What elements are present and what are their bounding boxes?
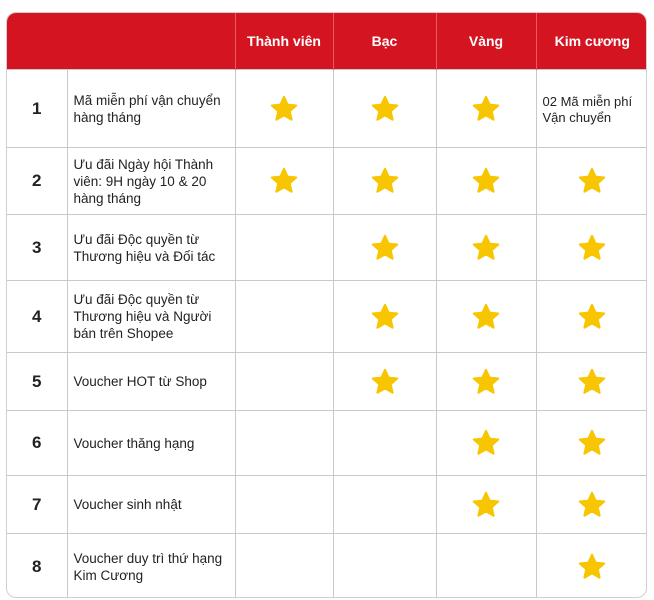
table-row (7, 70, 647, 148)
tier-cell (235, 148, 333, 215)
tier-cell (536, 281, 647, 353)
star-icon (471, 172, 501, 187)
header-blank (7, 13, 235, 70)
tier-cell (536, 476, 647, 534)
tier-cell (536, 534, 647, 599)
benefit-name: Ưu đãi Độc quyền từ Thương hiệu và Người bán trên Shopee (67, 281, 235, 353)
tier-cell (536, 353, 647, 411)
row-number: 1 (7, 70, 67, 148)
tier-cell-empty (235, 534, 333, 599)
tier-cell-text: 02 Mã miễn phí Vận chuyển (536, 70, 647, 148)
tier-cell-empty (235, 281, 333, 353)
table-row (7, 215, 647, 281)
row-number: 2 (7, 148, 67, 215)
tier-cell (333, 148, 436, 215)
benefit-name: Voucher thăng hạng (67, 411, 235, 476)
star-icon (577, 558, 607, 573)
tier-cell (235, 70, 333, 148)
benefit-name: Voucher sinh nhật (67, 476, 235, 534)
star-icon (577, 373, 607, 388)
benefit-name: Ưu đãi Ngày hội Thành viên: 9H ngày 10 & 20 hàng tháng (67, 148, 235, 215)
star-icon (577, 172, 607, 187)
benefit-name: Mã miễn phí vận chuyển hàng tháng (67, 70, 235, 148)
row-number: 7 (7, 476, 67, 534)
benefits-table-card (6, 12, 647, 598)
table-body (7, 70, 647, 599)
star-icon (577, 496, 607, 511)
header-tier-kim-cuong: Kim cương (536, 13, 647, 70)
star-icon (471, 100, 501, 115)
tier-cell (436, 281, 536, 353)
star-icon (269, 100, 299, 115)
tier-cell (436, 70, 536, 148)
tier-cell (436, 411, 536, 476)
star-icon (577, 308, 607, 323)
tier-cell (333, 70, 436, 148)
benefit-name: Voucher duy trì thứ hạng Kim Cương (67, 534, 235, 599)
tier-cell (536, 411, 647, 476)
tier-cell-empty (333, 476, 436, 534)
header-tier-thanh-vien: Thành viên (235, 13, 333, 70)
star-icon (370, 308, 400, 323)
tier-cell-empty (333, 534, 436, 599)
star-icon (370, 172, 400, 187)
row-number: 6 (7, 411, 67, 476)
star-icon (471, 308, 501, 323)
star-icon (471, 496, 501, 511)
row-number: 8 (7, 534, 67, 599)
tier-cell (333, 281, 436, 353)
row-number: 4 (7, 281, 67, 353)
table-row (7, 476, 647, 534)
star-icon (370, 373, 400, 388)
star-icon (471, 434, 501, 449)
tier-cell-empty (333, 411, 436, 476)
tier-cell (436, 353, 536, 411)
star-icon (577, 239, 607, 254)
tier-cell-empty (235, 476, 333, 534)
tier-cell (436, 215, 536, 281)
star-icon (577, 434, 607, 449)
tier-cell (536, 148, 647, 215)
tier-cell (333, 215, 436, 281)
table-row (7, 411, 647, 476)
membership-benefits-table (7, 13, 647, 598)
table-row (7, 148, 647, 215)
star-icon (370, 239, 400, 254)
star-icon (370, 100, 400, 115)
header-tier-vang: Vàng (436, 13, 536, 70)
row-number: 3 (7, 215, 67, 281)
star-icon (471, 239, 501, 254)
header-row (7, 13, 647, 70)
table-row (7, 534, 647, 599)
tier-cell-empty (235, 353, 333, 411)
table-row (7, 281, 647, 353)
tier-cell (436, 476, 536, 534)
benefit-name: Ưu đãi Độc quyền từ Thương hiệu và Đối tác (67, 215, 235, 281)
star-icon (269, 172, 299, 187)
benefit-name: Voucher HOT từ Shop (67, 353, 235, 411)
header-tier-bac: Bạc (333, 13, 436, 70)
star-icon (471, 373, 501, 388)
tier-cell-empty (235, 411, 333, 476)
table-row (7, 353, 647, 411)
tier-cell (333, 353, 436, 411)
tier-cell-empty (436, 534, 536, 599)
row-number: 5 (7, 353, 67, 411)
tier-cell-empty (235, 215, 333, 281)
tier-cell (536, 215, 647, 281)
tier-cell (436, 148, 536, 215)
